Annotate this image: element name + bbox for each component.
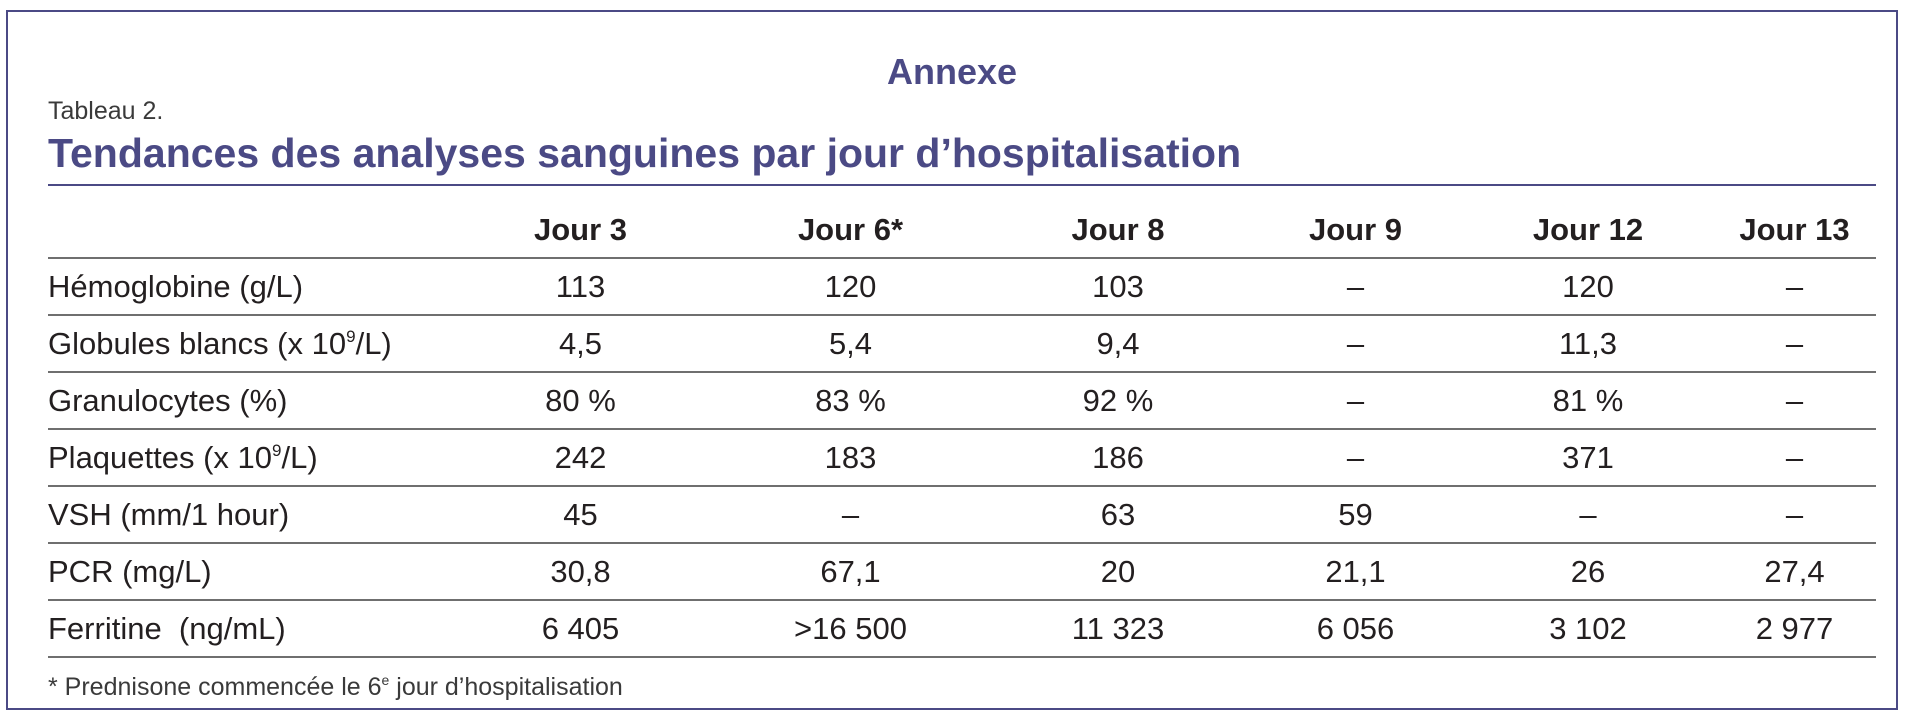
table-cell: 67,1	[713, 543, 988, 600]
footnote-text: jour d’hospitalisation	[389, 673, 623, 701]
table-cell: >16 500	[713, 600, 988, 657]
table-cell: 20	[988, 543, 1248, 600]
row-label-vsh: VSH (mm/1 hour)	[48, 486, 448, 543]
row-label-pcr: PCR (mg/L)	[48, 543, 448, 600]
table-cell: –	[1713, 372, 1876, 429]
footnote-text: * Prednisone commencée le 6	[48, 673, 382, 701]
table-cell: 4,5	[448, 315, 713, 372]
table-title: Tendances des analyses sanguines par jour d’hospitalisation	[48, 130, 1242, 176]
table-cell: 120	[713, 258, 988, 315]
table-cell: –	[1248, 315, 1463, 372]
table-cell: –	[1713, 429, 1876, 486]
table-cell: 2 977	[1713, 600, 1876, 657]
footnote-superscript: e	[381, 672, 390, 688]
annex-frame	[6, 10, 1898, 710]
table-cell: 83 %	[713, 372, 988, 429]
table-cell: 5,4	[713, 315, 988, 372]
label-text: Globules blancs (x 10	[48, 325, 347, 361]
table-cell: 183	[713, 429, 988, 486]
table-cell: 6 056	[1248, 600, 1463, 657]
table-cell: 26	[1463, 543, 1713, 600]
table-cell: 113	[448, 258, 713, 315]
table-cell: 9,4	[988, 315, 1248, 372]
label-superscript: 9	[346, 326, 356, 346]
row-label-plaquettes	[48, 429, 448, 486]
table-cell: 63	[988, 486, 1248, 543]
column-header: Jour 6*	[713, 202, 988, 258]
table-cell: –	[1713, 258, 1876, 315]
label-superscript: 9	[272, 440, 282, 460]
table-row	[48, 543, 1876, 600]
table-cell: 45	[448, 486, 713, 543]
blood-tests-table	[48, 202, 1876, 658]
table-row	[48, 486, 1876, 543]
column-header: Jour 13	[1713, 202, 1876, 258]
table-cell: –	[1713, 486, 1876, 543]
table-cell: –	[1713, 315, 1876, 372]
table-footnote	[48, 672, 623, 702]
column-header: Jour 3	[448, 202, 713, 258]
table-cell: 11 323	[988, 600, 1248, 657]
table-cell: –	[1248, 372, 1463, 429]
row-label-granulocytes: Granulocytes (%)	[48, 372, 448, 429]
table-cell: 11,3	[1463, 315, 1713, 372]
table-cell: 21,1	[1248, 543, 1463, 600]
table-cell: 371	[1463, 429, 1713, 486]
table-header-row	[48, 202, 1876, 258]
table-cell: 103	[988, 258, 1248, 315]
table-row	[48, 372, 1876, 429]
label-text: Plaquettes (x 10	[48, 439, 273, 475]
table-cell: 59	[1248, 486, 1463, 543]
table-cell: 6 405	[448, 600, 713, 657]
table-cell: 120	[1463, 258, 1713, 315]
table-cell: 186	[988, 429, 1248, 486]
label-text: /L)	[281, 439, 318, 475]
annexe-heading: Annexe	[886, 51, 1018, 92]
table-cell: 92 %	[988, 372, 1248, 429]
column-header: Jour 8	[988, 202, 1248, 258]
table-cell: –	[1463, 486, 1713, 543]
row-label-globules-blancs	[48, 315, 448, 372]
header-corner	[48, 202, 448, 258]
label-text: /L)	[355, 325, 392, 361]
table-cell: –	[1248, 429, 1463, 486]
table-cell: 81 %	[1463, 372, 1713, 429]
column-header: Jour 12	[1463, 202, 1713, 258]
table-cell: 3 102	[1463, 600, 1713, 657]
table-row	[48, 315, 1876, 372]
table-cell: –	[713, 486, 988, 543]
table-cell: –	[1248, 258, 1463, 315]
table-row	[48, 258, 1876, 315]
table-row	[48, 429, 1876, 486]
row-label-ferritine: Ferritine (ng/mL)	[48, 600, 448, 657]
table-cell: 80 %	[448, 372, 713, 429]
table-cell: 30,8	[448, 543, 713, 600]
column-header: Jour 9	[1248, 202, 1463, 258]
table-row	[48, 600, 1876, 657]
table-cell: 242	[448, 429, 713, 486]
title-divider	[48, 184, 1876, 186]
table-cell: 27,4	[1713, 543, 1876, 600]
row-label-hemoglobine: Hémoglobine (g/L)	[48, 258, 448, 315]
table-number-label: Tableau 2.	[48, 97, 164, 125]
